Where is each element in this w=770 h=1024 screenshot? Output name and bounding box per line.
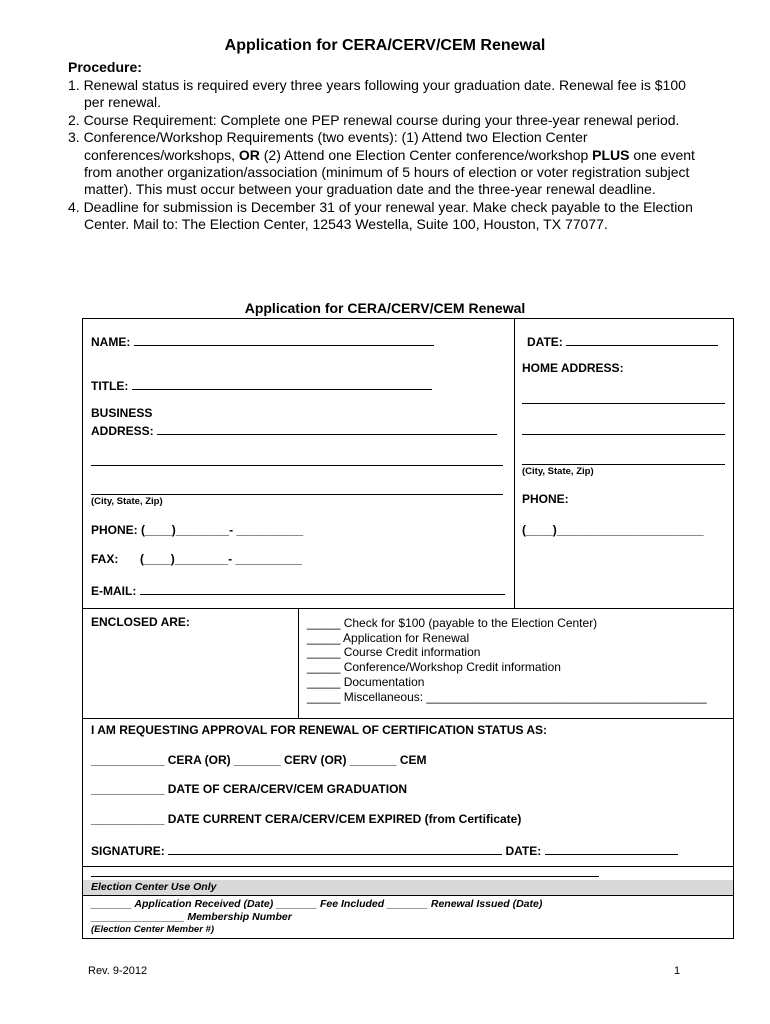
fax-field[interactable]: (____)________- __________ <box>140 552 303 566</box>
divider-horizontal-enclosed <box>82 608 734 609</box>
email-label: E-MAIL: <box>91 584 137 598</box>
home-phone-field[interactable]: (____)______________________ <box>522 523 704 537</box>
home-city-state-zip: (City, State, Zip) <box>522 466 594 477</box>
procedure-item-4: 4. Deadline for submission is December 31 of your renewal year. Make check payable to the Election Center. Mail to: The Election Center, 12543 Westella, Suite 100, Houston, TX 77077. <box>68 198 693 233</box>
business-phone-field[interactable]: PHONE: (____)________- __________ <box>91 523 304 537</box>
divider-horizontal-request <box>82 718 734 719</box>
divider-vertical-top <box>514 318 515 608</box>
address-label: ADDRESS: <box>91 424 154 438</box>
title-blank[interactable] <box>132 377 432 390</box>
divider-horizontal-signature <box>82 866 734 867</box>
graduation-date-line[interactable]: ___________ DATE OF CERA/CERV/CEM GRADUATION <box>91 782 408 796</box>
enclosed-item-check[interactable]: _____ Check for $100 (payable to the Election Center) <box>307 616 598 630</box>
date-field[interactable] <box>527 333 718 349</box>
email-field[interactable] <box>91 582 505 598</box>
signature-blank[interactable] <box>168 842 502 855</box>
home-address-line-3[interactable] <box>522 464 725 465</box>
office-line-2: ________________ Membership Number <box>91 911 292 923</box>
business-city-state-zip: (City, State, Zip) <box>91 496 163 507</box>
business-address-line-3[interactable] <box>91 494 503 495</box>
home-address-label: HOME ADDRESS: <box>522 361 624 375</box>
page-title: Application for CERA/CERV/CEM Renewal <box>224 37 546 54</box>
title-field[interactable] <box>91 377 432 393</box>
divider-horizontal-office <box>82 895 734 896</box>
name-label: NAME: <box>91 335 131 349</box>
revision-label: Rev. 9-2012 <box>88 965 148 977</box>
enclosed-item-course-credit[interactable]: _____ Course Credit information <box>307 645 481 659</box>
procedure-item-3 <box>68 129 698 199</box>
email-blank[interactable] <box>140 582 505 595</box>
procedure-item-2: 2. Course Requirement: Complete one PEP renewal course during your three-year renewal period. <box>68 111 680 128</box>
enclosed-item-conference-credit[interactable]: _____ Conference/Workshop Credit information <box>307 660 561 674</box>
procedure-item-1: 1. Renewal status is required every three years following your graduation date. Renewal fee is $100 per renewal. <box>68 77 686 111</box>
signature-date-blank[interactable] <box>545 842 678 855</box>
office-line-3: (Election Center Member #) <box>91 924 214 935</box>
name-blank[interactable] <box>134 333 434 346</box>
procedure-list <box>68 77 698 234</box>
signature-label: SIGNATURE: <box>91 844 165 858</box>
separator-line <box>91 876 599 877</box>
signature-date-label: DATE: <box>505 844 542 858</box>
home-address-line-2[interactable] <box>522 434 725 435</box>
office-line-1: _______ Application Received (Date) _______ Fee Included _______ Renewal Issued (Date) <box>91 898 543 910</box>
request-label: I AM REQUESTING APPROVAL FOR RENEWAL OF CERTIFICATION STATUS AS: <box>91 723 548 737</box>
business-address-line-2[interactable] <box>91 465 503 466</box>
date-label: DATE: <box>527 335 563 349</box>
form-title: Application for CERA/CERV/CEM Renewal <box>244 300 526 316</box>
request-options[interactable]: ___________ CERA (OR) _______ CERV (OR) _______ CEM <box>91 753 427 767</box>
procedure-item-3-plus: PLUS <box>592 146 630 163</box>
procedure-item-3-part-b: (2) Attend one Election Center conference/workshop <box>259 146 593 163</box>
fax-label: FAX: <box>91 552 119 566</box>
enclosed-label: ENCLOSED ARE: <box>91 615 190 629</box>
divider-vertical-enclosed <box>298 608 299 718</box>
date-blank[interactable] <box>566 333 718 346</box>
procedure-heading: Procedure: <box>68 59 142 75</box>
business-label: BUSINESS <box>91 406 153 420</box>
title-label: TITLE: <box>91 379 129 393</box>
office-use-label: Election Center Use Only <box>91 881 217 893</box>
enclosed-item-documentation[interactable]: _____ Documentation <box>307 675 425 689</box>
name-field[interactable] <box>91 333 434 349</box>
enclosed-item-application[interactable]: _____ Application for Renewal <box>307 631 470 645</box>
procedure-item-3-part-c: one event from another organization/association (minimum of 5 hours of election or voter registration subject matter). This must occur between your graduation date and the three-year renewal deadline. <box>84 146 695 198</box>
expired-date-line[interactable]: ___________ DATE CURRENT CERA/CERV/CEM EXPIRED (from Certificate) <box>91 812 522 826</box>
enclosed-item-miscellaneous[interactable]: _____ Miscellaneous: __________________________________________ <box>307 690 707 704</box>
business-address-field[interactable] <box>91 422 497 438</box>
business-address-blank[interactable] <box>157 422 497 435</box>
home-address-line-1[interactable] <box>522 403 725 404</box>
procedure-item-3-or: OR <box>238 146 260 163</box>
procedure-item-3-part-a: 3. Conference/Workshop Requirements (two events): (1) Attend two Election Center conferences/workshops, <box>68 129 588 163</box>
signature-row[interactable] <box>91 842 678 858</box>
home-phone-label: PHONE: <box>522 492 569 506</box>
page-number: 1 <box>674 965 681 977</box>
